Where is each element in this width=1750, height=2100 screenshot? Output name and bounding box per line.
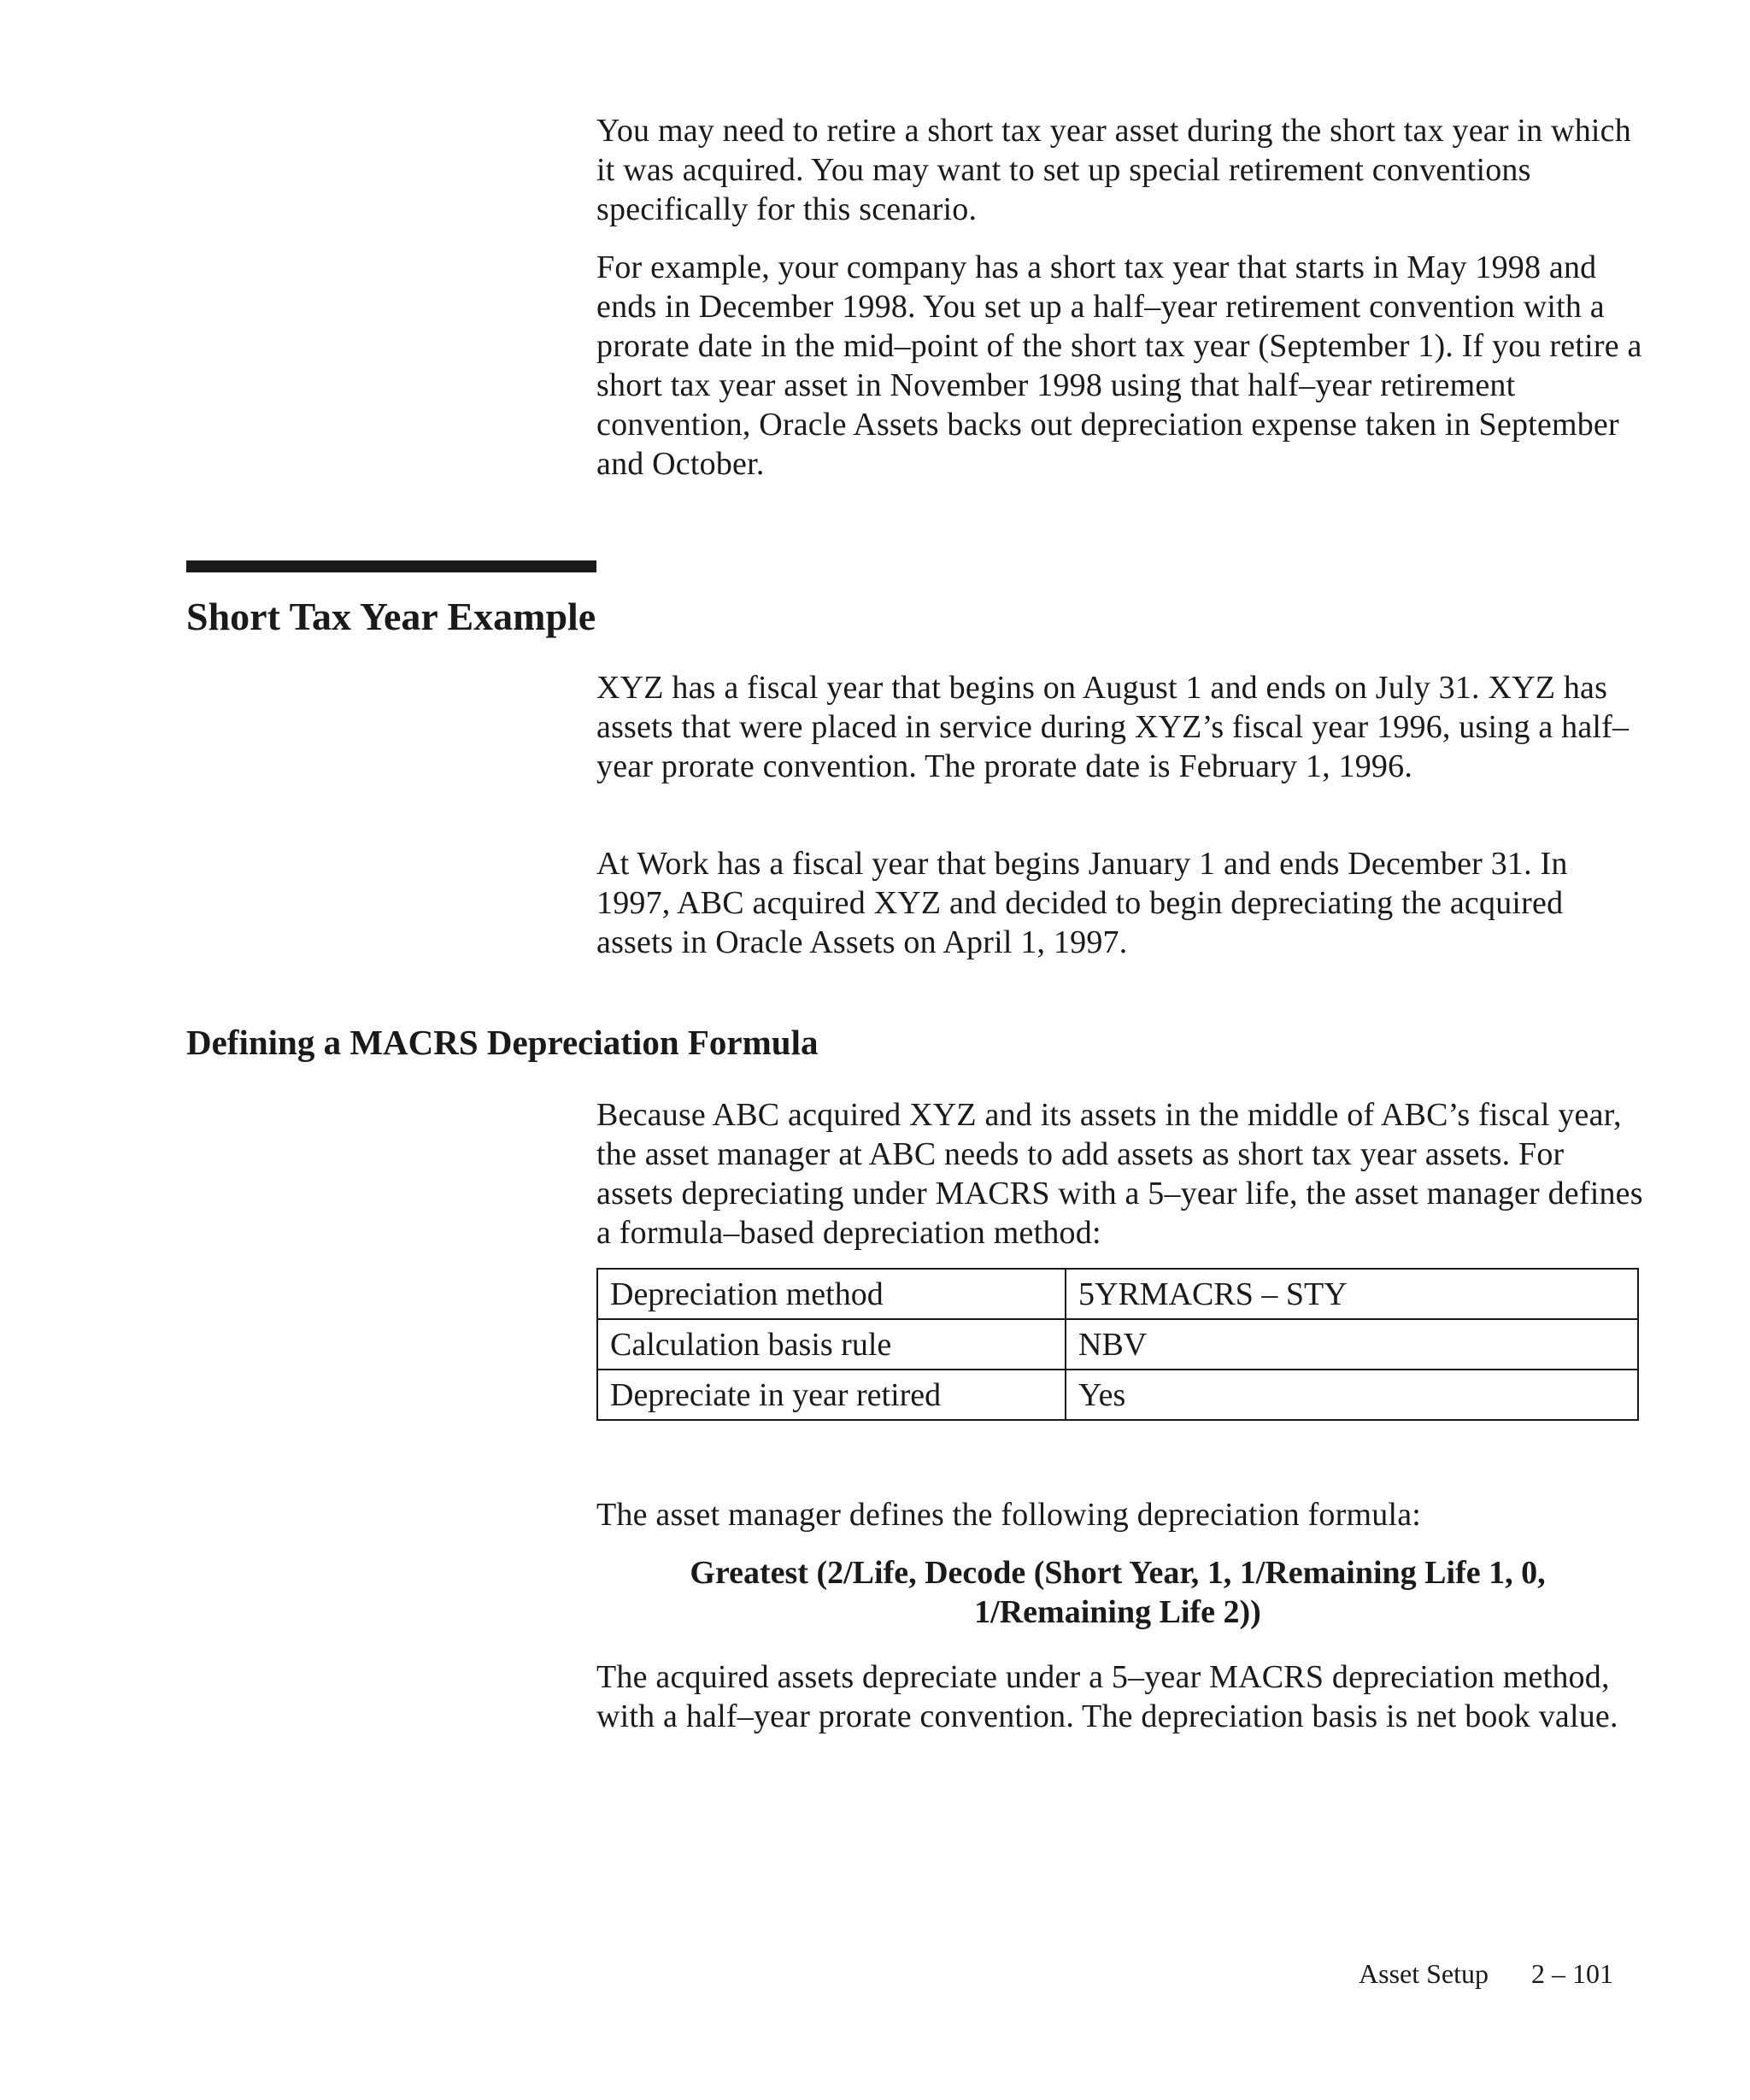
section-paragraph-2: At Work has a fiscal year that begins January 1 and ends December 31. In 1997, ABC acquired XYZ and decided to begin depreciating the acquired assets in Oracle Assets on April 1, 1997.: [596, 846, 1568, 960]
formula-line-1: Greatest (2/Life, Decode (Short Year, 1, 1/Remaining Life 1, 0,: [690, 1555, 1546, 1591]
depreciation-method-table: [596, 1268, 1639, 1421]
table-cell-value: NBV: [1066, 1319, 1638, 1370]
table-cell-value: Yes: [1066, 1370, 1638, 1420]
section-rule: [186, 560, 596, 572]
section-title: Short Tax Year Example: [186, 595, 596, 638]
depreciation-formula: [596, 1553, 1639, 1632]
table-cell-value: 5YRMACRS – STY: [1066, 1269, 1638, 1319]
table-cell-name: Calculation basis rule: [597, 1319, 1066, 1370]
intro-paragraph-1: You may need to retire a short tax year asset during the short tax year in which it was acquired. You may want to set up special retirement conventions specifically for this scenario.: [596, 113, 1631, 227]
formula-line-2: 1/Remaining Life 2)): [974, 1594, 1261, 1630]
table-row: [597, 1319, 1638, 1370]
page-footer: [1359, 1956, 1613, 1991]
table-cell-name: Depreciate in year retired: [597, 1370, 1066, 1420]
subsection-title: Defining a MACRS Depreciation Formula: [186, 1023, 819, 1062]
subsection-paragraph-2: The asset manager defines the following depreciation formula:: [596, 1497, 1422, 1533]
subsection-paragraph-3: The acquired assets depreciate under a 5–year MACRS depreciation method, with a half–year prorate convention. The depreciation basis is net book value.: [596, 1659, 1618, 1734]
intro-paragraph-2: For example, your company has a short tax year that starts in May 1998 and ends in December 1998. You set up a half–year retirement convention with a prorate date in the mid–point of the short tax year (September 1). If you retire a short tax year asset in November 1998 using that half–year retirement convention, Oracle Assets backs out depreciation expense taken in September and October.: [596, 249, 1642, 482]
table-row: [597, 1269, 1638, 1319]
section-paragraph-1: XYZ has a fiscal year that begins on August 1 and ends on July 31. XYZ has assets that were placed in service during XYZ’s fiscal year 1996, using a half–year prorate convention. The prorate date is February 1, 1996.: [596, 670, 1630, 784]
table-row: [597, 1370, 1638, 1420]
table-cell-name: Depreciation method: [597, 1269, 1066, 1319]
footer-page-number: 2 – 101: [1531, 1958, 1613, 1989]
subsection-paragraph-1: Because ABC acquired XYZ and its assets in the middle of ABC’s fiscal year, the asset manager at ABC needs to add assets as short tax year assets. For assets depreciating under MACRS with a 5–year life, the asset manager defines a formula–based depreciation method:: [596, 1097, 1643, 1251]
footer-section-name: Asset Setup: [1359, 1958, 1489, 1989]
